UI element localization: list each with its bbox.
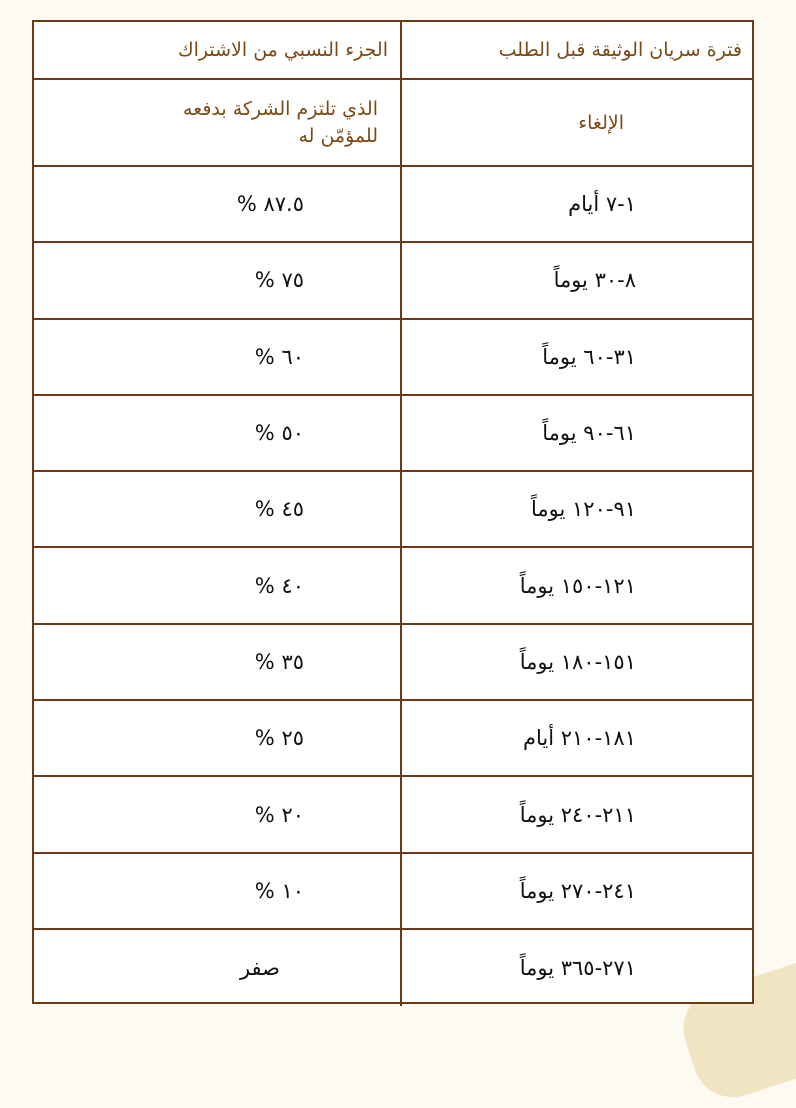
- row-4-period: ٦١-٩٠ يوماً: [402, 396, 754, 472]
- row-10-percent: ١٠ %: [34, 854, 402, 930]
- row-4-percent: ٥٠ %: [34, 396, 402, 472]
- refund-table: [32, 20, 754, 1004]
- header-refund-portion: الجزء النسبي من الاشتراك: [34, 22, 402, 80]
- row-9-period: ٢١١-٢٤٠ يوماً: [402, 777, 754, 853]
- header-policy-period: فترة سريان الوثيقة قبل الطلب: [402, 22, 754, 80]
- row-7-period: ١٥١-١٨٠ يوماً: [402, 625, 754, 701]
- header-refund-sub-line2: للمؤمّن له: [298, 124, 378, 147]
- row-5-percent: ٤٥ %: [34, 472, 402, 548]
- row-7-percent: ٣٥ %: [34, 625, 402, 701]
- row-8-percent: ٢٥ %: [34, 701, 402, 777]
- header-refund-portion-sub: [34, 80, 402, 167]
- row-11-percent: صفر: [34, 930, 402, 1006]
- row-2-percent: ٧٥ %: [34, 243, 402, 319]
- row-9-percent: ٢٠ %: [34, 777, 402, 853]
- row-8-period: ١٨١-٢١٠ أيام: [402, 701, 754, 777]
- row-6-period: ١٢١-١٥٠ يوماً: [402, 548, 754, 624]
- row-1-percent: ٨٧.٥ %: [34, 167, 402, 243]
- row-2-period: ٨-٣٠ يوماً: [402, 243, 754, 319]
- header-refund-sub-line1: الذي تلتزم الشركة بدفعه: [182, 97, 378, 120]
- row-10-period: ٢٤١-٢٧٠ يوماً: [402, 854, 754, 930]
- row-5-period: ٩١-١٢٠ يوماً: [402, 472, 754, 548]
- row-11-period: ٢٧١-٣٦٥ يوماً: [519, 956, 636, 981]
- row-3-period: ٣١-٦٠ يوماً: [402, 320, 754, 396]
- header-cancellation: الإلغاء: [402, 80, 754, 167]
- row-3-percent: ٦٠ %: [34, 320, 402, 396]
- row-1-period: ١-٧ أيام: [402, 167, 754, 243]
- row-6-percent: ٤٠ %: [34, 548, 402, 624]
